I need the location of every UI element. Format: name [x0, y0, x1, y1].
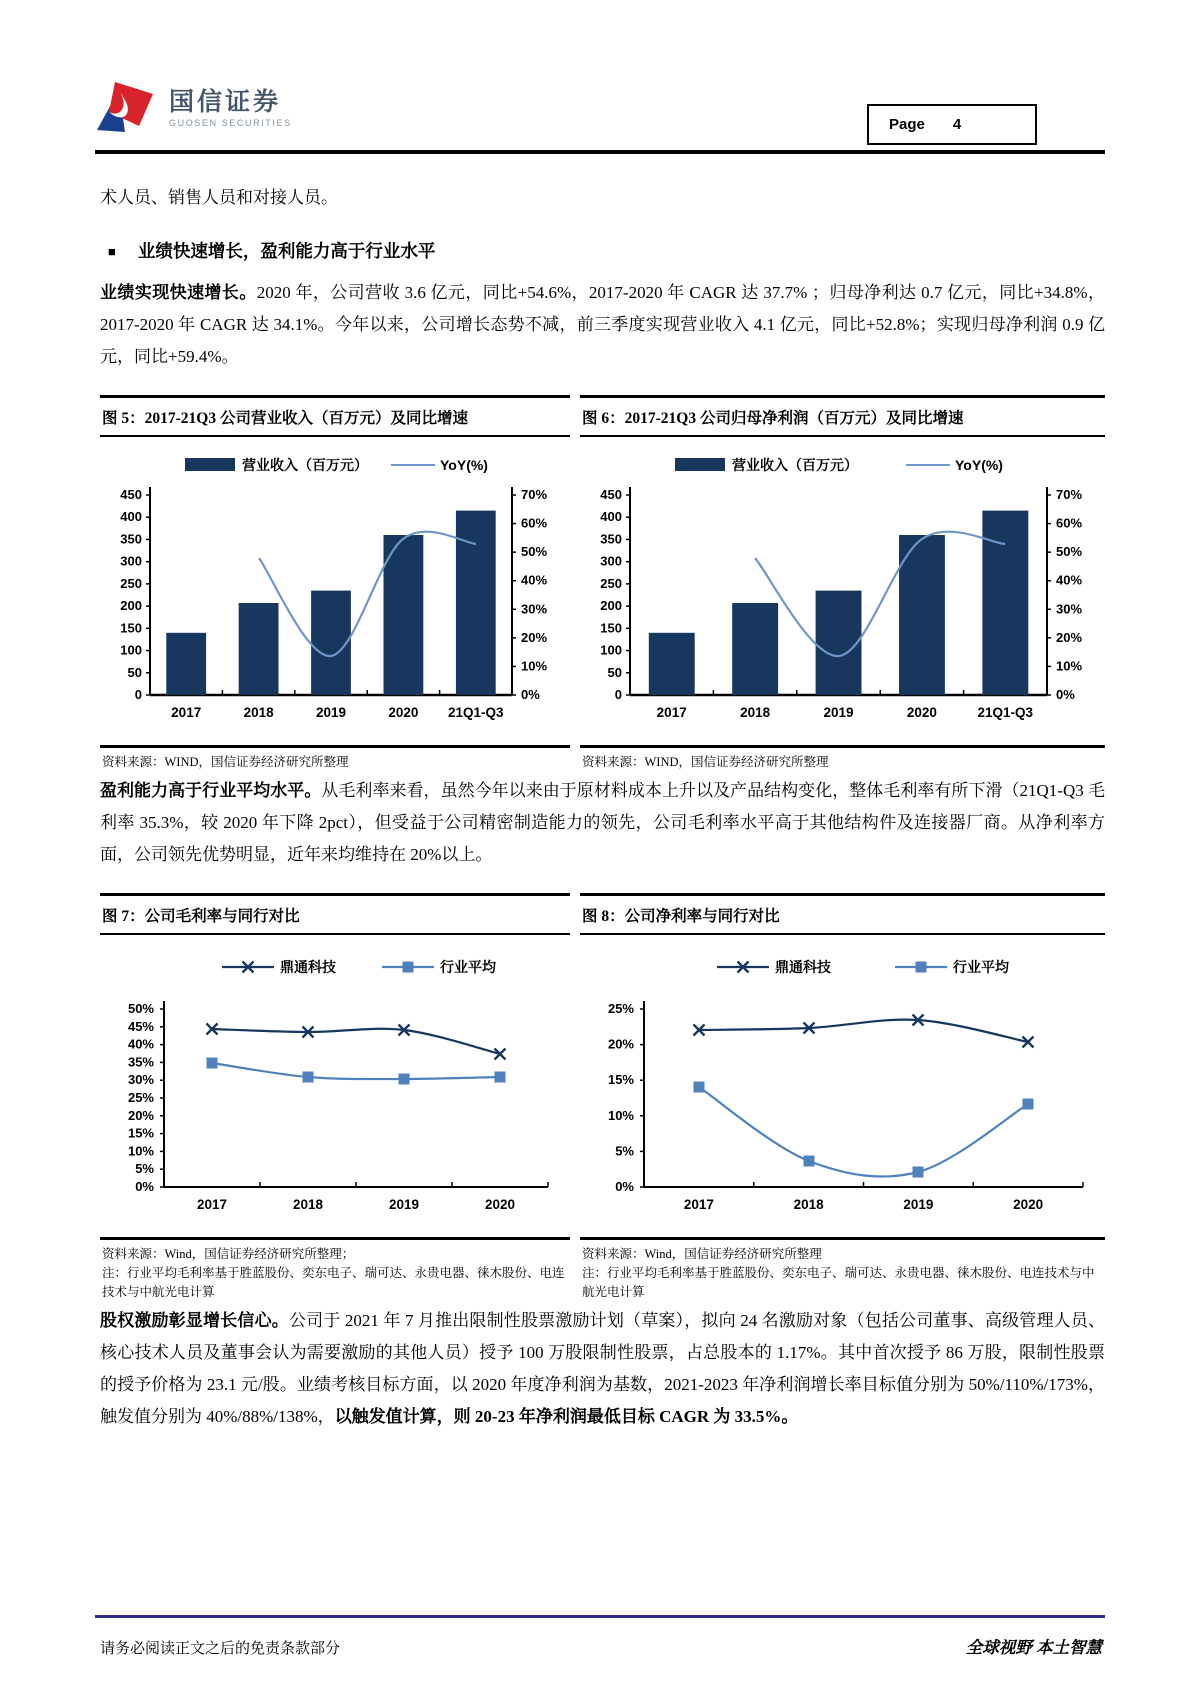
figure-5-chart	[100, 443, 570, 745]
figure-8-chart	[580, 941, 1105, 1237]
svg-text:30%: 30%	[1056, 601, 1083, 617]
footer-disclaimer: 请务必阅读正文之后的免责条款部分	[100, 1641, 341, 1657]
svg-text:2017: 2017	[656, 705, 687, 720]
report-body	[100, 182, 1105, 1433]
svg-text:100: 100	[600, 642, 622, 658]
svg-text:250: 250	[600, 575, 622, 591]
paragraph-margin-body: 从毛利率来看，虽然今年以来由于原材料成本上升以及产品结构变化，整体毛利率有所下滑（21Q1-Q3 毛利率 35.3%，较 2020 年下降 2pct），但受益于公司精密制造能力的领先，公司毛利率水平高于其他结构件及连接器厂商。从净利率方面，公司领先优势明显，近年来均维持在 20%以上。	[100, 781, 1106, 864]
svg-text:350: 350	[120, 531, 142, 547]
paragraph-incentive-lead: 股权激励彰显增长信心。	[100, 1311, 289, 1330]
page-number: 4	[952, 116, 962, 133]
svg-text:70%: 70%	[521, 487, 548, 502]
svg-text:2017: 2017	[683, 1197, 714, 1212]
svg-text:2020: 2020	[906, 705, 937, 720]
svg-text:20%: 20%	[1056, 629, 1083, 645]
svg-text:营业收入（百万元）: 营业收入（百万元）	[732, 459, 858, 474]
svg-text:行业平均: 行业平均	[953, 961, 1009, 976]
svg-text:20%: 20%	[607, 1036, 634, 1052]
svg-text:200: 200	[600, 598, 622, 614]
figure-row-2	[100, 893, 1105, 1305]
header-rule	[95, 150, 1105, 154]
svg-text:50%: 50%	[127, 1001, 154, 1016]
figure-row-1	[100, 395, 1105, 775]
figure-6-title: 图 6：2017-21Q3 公司归母净利润（百万元）及同比增速	[580, 395, 1105, 437]
svg-text:40%: 40%	[521, 572, 548, 588]
figure-8	[580, 893, 1105, 1305]
svg-text:2019: 2019	[903, 1197, 934, 1212]
svg-text:行业平均: 行业平均	[440, 961, 496, 976]
svg-text:450: 450	[120, 487, 142, 502]
brand-name-en: GUOSEN SECURITIES	[169, 118, 292, 128]
svg-text:50: 50	[127, 664, 142, 680]
page-footer	[100, 1634, 1102, 1658]
svg-text:2018: 2018	[740, 705, 771, 720]
svg-text:200: 200	[120, 598, 142, 614]
svg-text:15%: 15%	[607, 1072, 634, 1088]
svg-text:100: 100	[120, 642, 142, 658]
figure-7-source	[100, 1237, 570, 1305]
figure-8-note: 注：行业平均毛利率基于胜蓝股份、奕东电子、瑞可达、永贵电器、徕木股份、电连技术与中航光电计算	[582, 1266, 1095, 1299]
svg-text:60%: 60%	[1056, 515, 1083, 531]
paragraph-growth	[100, 277, 1105, 373]
svg-text:2020: 2020	[1013, 1197, 1044, 1212]
section-bullet-icon: ■	[108, 244, 116, 259]
footer-slogan: 全球视野 本土智慧	[965, 1638, 1102, 1657]
page-label: Page	[889, 116, 925, 133]
svg-text:YoY(%): YoY(%)	[440, 457, 488, 473]
figure-6-chart	[580, 443, 1105, 745]
svg-text:2019: 2019	[823, 705, 854, 720]
svg-text:2019: 2019	[388, 1197, 420, 1212]
svg-text:150: 150	[600, 620, 622, 636]
svg-text:2020: 2020	[484, 1197, 516, 1212]
figure-8-source	[580, 1237, 1105, 1305]
svg-text:2017: 2017	[196, 1197, 228, 1212]
brand-name-cn: 国信证券	[169, 88, 282, 116]
paragraph-incentive	[100, 1305, 1105, 1433]
svg-text:0%: 0%	[521, 687, 540, 702]
svg-text:21Q1-Q3: 21Q1-Q3	[977, 705, 1034, 720]
svg-text:2018: 2018	[292, 1197, 324, 1212]
paragraph-growth-lead: 业绩实现快速增长。	[100, 283, 257, 302]
svg-text:350: 350	[600, 531, 622, 547]
figure-7-source-text: 资料来源：Wind，国信证券经济研究所整理；	[102, 1247, 355, 1261]
figure-8-source-text: 资料来源：Wind，国信证券经济研究所整理	[582, 1247, 822, 1261]
svg-text:0%: 0%	[135, 1179, 154, 1194]
svg-text:150: 150	[120, 620, 142, 636]
svg-text:10%: 10%	[521, 658, 548, 674]
paragraph-margin	[100, 775, 1105, 871]
svg-text:15%: 15%	[127, 1125, 154, 1141]
svg-text:45%: 45%	[127, 1018, 154, 1034]
svg-text:2018: 2018	[793, 1197, 824, 1212]
section-title: 业绩快速增长，盈利能力高于行业水平	[137, 241, 436, 261]
figure-5-source: 资料来源：WIND，国信证券经济研究所整理	[100, 745, 570, 775]
svg-text:50%: 50%	[521, 544, 548, 560]
svg-text:21Q1-Q3: 21Q1-Q3	[448, 705, 504, 720]
paragraph-margin-lead: 盈利能力高于行业平均水平。	[100, 781, 322, 800]
figure-6	[580, 395, 1105, 775]
svg-text:60%: 60%	[521, 515, 548, 531]
paragraph-incentive-bold-tail: 以触发值计算，则 20-23 年净利润最低目标 CAGR 为 33.5%。	[334, 1407, 799, 1426]
svg-text:YoY(%): YoY(%)	[955, 457, 1003, 473]
svg-text:0%: 0%	[1056, 687, 1075, 702]
svg-text:400: 400	[120, 509, 142, 525]
figure-6-source: 资料来源：WIND，国信证券经济研究所整理	[580, 745, 1105, 775]
svg-text:450: 450	[600, 487, 622, 502]
figure-5	[100, 395, 570, 775]
svg-text:10%: 10%	[1056, 658, 1083, 674]
svg-text:10%: 10%	[127, 1143, 154, 1159]
svg-text:5%: 5%	[615, 1143, 634, 1159]
figure-7	[100, 893, 570, 1305]
figure-7-chart	[100, 941, 570, 1237]
figure-5-title: 图 5：2017-21Q3 公司营业收入（百万元）及同比增速	[100, 395, 570, 437]
page-number-box	[867, 104, 1037, 145]
figure-7-note: 注：行业平均毛利率基于胜蓝股份、奕东电子、瑞可达、永贵电器、徕木股份、电连技术与中航光电计算	[102, 1266, 565, 1299]
paragraph-growth-body: 2020 年，公司营收 3.6 亿元，同比+54.6%，2017-2020 年 CAGR 达 37.7% ；归母净利达 0.7 亿元，同比+34.8%，2017-2020 年 CAGR 达 34.1%。今年以来，公司增长态势不减，前三季度实现营业收入 4.1 亿元，同比+52.8%；实现归母净利润 0.9 亿元，同比+59.4%。	[100, 283, 1105, 366]
svg-text:70%: 70%	[1056, 487, 1083, 502]
svg-text:25%: 25%	[607, 1001, 634, 1016]
svg-text:35%: 35%	[127, 1054, 154, 1070]
brand-text	[169, 88, 292, 128]
svg-text:250: 250	[120, 575, 142, 591]
svg-text:30%: 30%	[127, 1072, 154, 1088]
svg-text:2017: 2017	[171, 705, 202, 720]
svg-text:2020: 2020	[388, 705, 419, 720]
svg-text:40%: 40%	[1056, 572, 1083, 588]
paragraph-incentive-body: 公司于 2021 年 7 月推出限制性股票激励计划（草案），拟向 24 名激励对象（包括公司董事、高级管理人员、核心技术人员及董事会认为需要激励的其他人员）授予 100 万股限制性股票，占总股本的 1.17%。其中首次授予 86 万股，限制性股票的授予价格为 23.1 元/股。业绩考核目标方面，以 2020 年度净利润为基数，2021-2023 年净利润增长率目标值分别为 50%/110%/173%，触发值分别为 40%/88%/138%，	[100, 1311, 1106, 1426]
svg-text:5%: 5%	[135, 1161, 154, 1177]
svg-text:20%: 20%	[127, 1107, 154, 1123]
svg-text:25%: 25%	[127, 1090, 154, 1105]
svg-text:300: 300	[600, 553, 622, 569]
svg-text:鼎通科技: 鼎通科技	[775, 961, 831, 976]
svg-text:400: 400	[600, 509, 622, 525]
svg-text:50: 50	[607, 664, 622, 680]
svg-text:0: 0	[134, 687, 142, 702]
section-heading	[108, 238, 1105, 263]
figure-7-title: 图 7：公司毛利率与同行对比	[100, 893, 570, 935]
guosen-logo-icon	[95, 80, 159, 136]
svg-text:2018: 2018	[243, 705, 274, 720]
svg-text:10%: 10%	[607, 1107, 634, 1123]
svg-text:30%: 30%	[521, 601, 548, 617]
svg-text:0%: 0%	[615, 1179, 634, 1194]
svg-text:营业收入（百万元）: 营业收入（百万元）	[242, 459, 368, 474]
svg-text:20%: 20%	[521, 629, 548, 645]
svg-text:40%: 40%	[127, 1036, 154, 1052]
svg-text:鼎通科技: 鼎通科技	[280, 961, 336, 976]
figure-8-title: 图 8：公司净利率与同行对比	[580, 893, 1105, 935]
page-header	[95, 80, 1105, 152]
intro-paragraph: 术人员、销售人员和对接人员。	[100, 188, 338, 207]
svg-text:300: 300	[120, 553, 142, 569]
svg-text:2019: 2019	[315, 705, 347, 720]
svg-text:0: 0	[614, 687, 622, 702]
footer-rule	[95, 1615, 1105, 1618]
svg-text:50%: 50%	[1056, 544, 1083, 560]
